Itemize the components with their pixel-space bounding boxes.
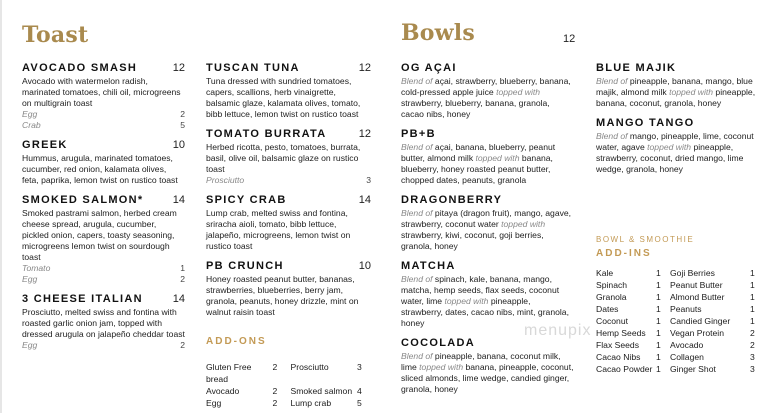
topped-with-label: topped with — [501, 219, 546, 229]
item-addon-name: Egg — [22, 340, 38, 350]
bowls-title: Bowls — [401, 20, 475, 46]
blend-ingredients: mango, pineapple, lime, coconut water, agave — [596, 131, 754, 152]
blend-ingredients: spinach, kale, banana, mango, matcha, hemp seeds, flax seeds, coconut water, lime — [401, 274, 560, 306]
addin-name: Almond Butter — [670, 292, 725, 302]
page-edge — [0, 0, 2, 413]
item-addon-name: Tomato — [22, 263, 51, 273]
addin-price: 1 — [750, 304, 755, 314]
bowls-column-1 — [401, 62, 574, 403]
addon-price: 2 — [272, 362, 278, 372]
menu-item-name: TOMATO BURRATA — [206, 128, 327, 140]
topped-with-label: topped with — [669, 87, 716, 97]
menu-item-description: Tuna dressed with sundried tomatoes, capers, scallions, herb vinaigrette, balsamic glaze, kalamata olives, tomato, bibb lettuce, lemon twist on rustico toast — [206, 76, 361, 119]
menu-item-name: AVOCADO SMASH — [22, 62, 138, 74]
addin-price: 1 — [750, 280, 755, 290]
addins-label: BOWL & SMOOTHIE — [596, 235, 695, 244]
menu-item — [206, 260, 371, 318]
bowl-item-name: MATCHA — [401, 260, 456, 272]
addin-name: Ginger Shot — [670, 364, 716, 374]
item-addon-name: Prosciutto — [206, 175, 245, 185]
menu-item-header — [22, 194, 185, 206]
addin-name: Goji Berries — [670, 268, 715, 278]
item-addon — [206, 175, 371, 186]
item-addon — [22, 263, 185, 274]
addins-list — [596, 267, 759, 375]
addin-name: Dates — [596, 304, 619, 314]
menu-item — [22, 139, 185, 186]
blend-of-label: Blend of — [401, 208, 435, 218]
blend-of-label: Blend of — [401, 351, 435, 361]
menu-item — [22, 293, 185, 351]
item-addon-name: Egg — [22, 109, 38, 119]
topped-with-label: topped with — [647, 142, 694, 152]
addon-price: 2 — [272, 398, 278, 408]
item-addon-price: 2 — [180, 340, 185, 350]
menu-item-name: PB CRUNCH — [206, 260, 284, 272]
bowl-item-header — [401, 194, 574, 206]
addon-price: 5 — [357, 398, 362, 408]
addin-price: 1 — [656, 352, 661, 362]
topping-ingredients: strawberry, kiwi, coconut, goji berries, granola, honey — [401, 230, 544, 251]
bowl-item-name: OG AÇAI — [401, 62, 457, 74]
toast-addons — [206, 336, 371, 409]
bowl-item — [401, 194, 574, 252]
addin-price: 1 — [656, 304, 661, 314]
menu-item — [206, 194, 371, 252]
topping-ingredients: pineapple, banana, coconut, granola, honey — [596, 87, 756, 108]
bowl-item-name: BLUE MAJIK — [596, 62, 677, 74]
addin-name: Flax Seeds — [596, 340, 639, 350]
toast-column-2 — [206, 62, 371, 326]
topping-ingredients: banana, blueberry, honey roasted peanut butter, chopped dates, peanuts, granola — [401, 153, 553, 185]
menu-item-price: 10 — [172, 139, 185, 151]
item-addon — [22, 109, 185, 120]
menu-item-price: 12 — [172, 62, 185, 74]
menu-item — [22, 62, 185, 131]
bowl-smoothie-addins — [596, 235, 759, 375]
bowl-item-description — [401, 142, 574, 186]
addon-price: 3 — [357, 362, 362, 372]
blend-ingredients: açai, strawberry, blueberry, banana, cold-pressed apple juice — [401, 76, 571, 97]
addin-name: Kale — [596, 268, 614, 278]
addon-price: 4 — [357, 386, 362, 396]
menu-item-description: Hummus, arugula, marinated tomatoes, cucumber, red onion, kalamata olives, feta, paprika, lemon twist on rustico toast — [22, 153, 178, 185]
bowl-item — [401, 62, 574, 120]
blend-ingredients: pitaya (dragon fruit), mango, agave, strawberry, coconut water — [401, 208, 572, 229]
menu-item-description: Honey roasted peanut butter, bananas, strawberries, blueberries, berry jam, granola, peanuts, honey drizzle, mint on walnut raisin toast — [206, 274, 359, 317]
addin-price: 1 — [656, 340, 661, 350]
toast-column-1 — [22, 62, 185, 359]
bowl-item-name: MANGO TANGO — [596, 117, 695, 129]
menu-item-description: Herbed ricotta, pesto, tomatoes, burrata, basil, olive oil, balsamic glaze on rustico toast — [206, 142, 361, 174]
bowl-item-header — [596, 62, 759, 74]
menu-item — [206, 128, 371, 186]
addin-price: 1 — [656, 316, 661, 326]
item-addon — [22, 120, 185, 131]
menu-item-price: 14 — [358, 194, 371, 206]
blend-of-label: Blend of — [401, 142, 435, 152]
addins-title: ADD-INS — [596, 248, 652, 259]
bowls-column-2 — [596, 62, 759, 183]
bowl-item-header — [596, 117, 759, 129]
item-addon-price: 2 — [180, 274, 185, 284]
bowl-item-header — [401, 260, 574, 272]
menu-item-description: Smoked pastrami salmon, herbed cream cheese spread, arugula, cucumber, pickled onion, capers, toasty seasoning, microgreens lemon twist on sourdough toast — [22, 208, 177, 262]
watermark: menupix — [524, 322, 592, 339]
bowl-item-description — [596, 76, 759, 109]
topping-ingredients: pineapple, strawberry, dates, cacao nibs, mint, granola, honey — [401, 296, 569, 328]
addin-name: Peanuts — [670, 304, 702, 314]
addin-name: Peanut Butter — [670, 280, 723, 290]
bowl-item-name: COCOLADA — [401, 337, 475, 349]
blend-of-label: Blend of — [401, 274, 435, 284]
topped-with-label: topped with — [496, 87, 541, 97]
addin-name: Coconut — [596, 316, 629, 326]
topped-with-label: topped with — [419, 362, 466, 372]
toast-addons-list — [206, 361, 371, 409]
blend-of-label: Blend of — [596, 76, 630, 86]
addin-name: Collagen — [670, 352, 704, 362]
topping-ingredients: banana, pineapple, coconut, sliced almonds, lime wedge, candied ginger, granola, honey — [401, 362, 574, 394]
menu-item-header — [22, 62, 185, 74]
topping-ingredients: strawberry, blueberry, banana, granola, cacao nibs, honey — [401, 98, 550, 119]
bowl-item-description — [401, 76, 574, 120]
menu-item-name: GREEK — [22, 139, 68, 151]
bowl-item-description — [596, 131, 759, 175]
bowl-item-header — [401, 128, 574, 140]
addon-name: Gluten Free bread — [206, 362, 252, 384]
blend-of-label: Blend of — [401, 76, 435, 86]
menu-item-header — [206, 128, 371, 140]
addon-name: Lump crab — [290, 398, 332, 408]
bowl-item-description — [401, 274, 574, 329]
bowl-item — [401, 260, 574, 329]
toast-addons-title: ADD-ONS — [206, 336, 267, 347]
addon-name: Smoked salmon — [290, 386, 353, 396]
menu-item-header — [206, 260, 371, 272]
menu-item — [22, 194, 185, 285]
menu-item-name: 3 CHEESE ITALIAN — [22, 293, 143, 305]
menu-item-description: Lump crab, melted swiss and fontina, sriracha aioli, tomato, bibb lettuce, jalapeño, microgreens, lemon twist on rustico toast — [206, 208, 351, 251]
bowl-item-description — [401, 208, 574, 252]
topped-with-label: topped with — [475, 153, 522, 163]
addon-price: 2 — [272, 386, 278, 396]
addin-price: 1 — [656, 328, 661, 338]
toast-title: Toast — [22, 22, 89, 48]
addin-price: 3 — [750, 364, 755, 374]
addon-name: Egg — [206, 398, 222, 408]
item-addon-price: 1 — [180, 263, 185, 273]
topping-ingredients: pineapple, strawberry, coconut, dried mango, lime wedge, granola, honey — [596, 142, 744, 174]
addin-name: Vegan Protein — [670, 328, 724, 338]
item-addon-price: 3 — [366, 175, 371, 185]
addon-name: Avocado — [206, 386, 240, 396]
addin-name: Cacao Powder — [596, 364, 653, 374]
bowl-item — [401, 337, 574, 395]
blend-ingredients: açai, banana, blueberry, peanut butter, almond milk — [401, 142, 556, 163]
menu-item-description: Avocado with watermelon radish, marinated tomatoes, chili oil, microgreens on multigrain toast — [22, 76, 181, 108]
blend-ingredients: pineapple, banana, mango, blue majik, almond milk — [596, 76, 753, 97]
addin-price: 1 — [656, 280, 661, 290]
menu-item-price: 12 — [358, 62, 371, 74]
addin-price: 1 — [750, 292, 755, 302]
menu-item-name: SMOKED SALMON* — [22, 194, 144, 206]
addin-price: 1 — [750, 268, 755, 278]
menu-item-name: SPICY CRAB — [206, 194, 287, 206]
topped-with-label: topped with — [444, 296, 491, 306]
bowl-item-header — [401, 62, 574, 74]
bowl-item-name: DRAGONBERRY — [401, 194, 503, 206]
addon-name: Prosciutto — [290, 362, 329, 372]
menu-item-description: Prosciutto, melted swiss and fontina with roasted garlic onion jam, topped with dressed arugula on jalapeño cheddar toast — [22, 307, 185, 339]
addin-name: Hemp Seeds — [596, 328, 646, 338]
menu-item-header — [22, 139, 185, 151]
item-addon — [22, 274, 185, 285]
menu-item-header — [206, 62, 371, 74]
menu-item-price: 12 — [358, 128, 371, 140]
bowl-item — [401, 128, 574, 186]
menu-item-name: TUSCAN TUNA — [206, 62, 300, 74]
addin-name: Cacao Nibs — [596, 352, 641, 362]
bowl-item — [596, 117, 759, 175]
addin-name: Spinach — [596, 280, 628, 290]
addin-price: 2 — [750, 340, 755, 350]
blend-of-label: Blend of — [596, 131, 630, 141]
menu-item-header — [206, 194, 371, 206]
menu-item-price: 14 — [172, 194, 185, 206]
bowls-price: 12 — [563, 33, 576, 45]
bowl-item-name: PB+B — [401, 128, 436, 140]
addin-price: 3 — [750, 352, 755, 362]
item-addon-name: Crab — [22, 120, 41, 130]
menu-item — [206, 62, 371, 120]
addin-price: 1 — [656, 268, 661, 278]
item-addon-price: 2 — [180, 109, 185, 119]
addin-price: 2 — [750, 328, 755, 338]
item-addon-price: 5 — [180, 120, 185, 130]
addin-price: 1 — [656, 292, 661, 302]
menu-item-header — [22, 293, 185, 305]
item-addon — [22, 340, 185, 351]
item-addon-name: Egg — [22, 274, 38, 284]
bowl-item-description — [401, 351, 574, 395]
blend-ingredients: pineapple, banana, coconut milk, lime — [401, 351, 561, 372]
menu-item-price: 10 — [358, 260, 371, 272]
menu-item-price: 14 — [172, 293, 185, 305]
addin-price: 1 — [656, 364, 661, 374]
addin-name: Granola — [596, 292, 627, 302]
addin-price: 1 — [750, 316, 755, 326]
addin-name: Candied Ginger — [670, 316, 731, 326]
addin-name: Avocado — [670, 340, 704, 350]
bowl-item — [596, 62, 759, 109]
